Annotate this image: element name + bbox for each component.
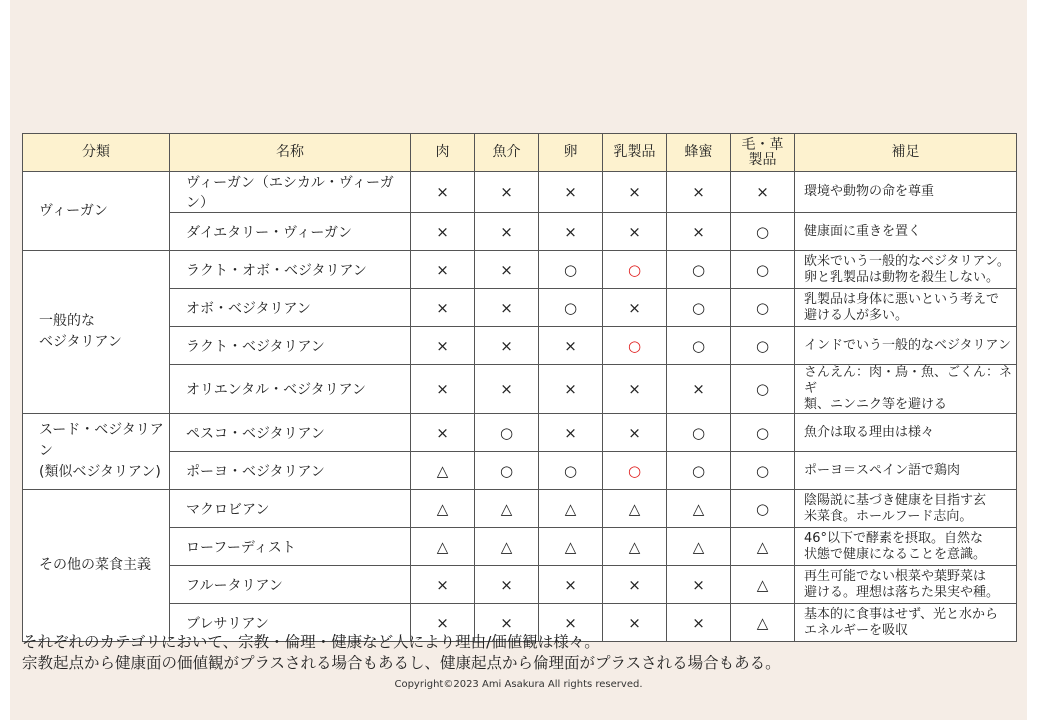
header-cell: 分類 [23, 134, 170, 172]
header-cell: 補足 [795, 134, 1017, 172]
mark-cell: × [603, 365, 667, 414]
mark-cell: × [411, 414, 475, 452]
mark-cell: △ [411, 490, 475, 528]
mark-cell: ○ [603, 327, 667, 365]
mark-cell: △ [539, 490, 603, 528]
table-row [23, 172, 1017, 213]
note-line: 魚介は取る理由は様々 [804, 424, 935, 440]
note-line: 類、ニンニク等を避ける [804, 397, 948, 412]
mark-cell: ○ [667, 452, 731, 490]
mark-cell: × [667, 566, 731, 604]
diet-name-cell: ローフーディスト [170, 528, 411, 566]
table-row [23, 365, 1017, 414]
note-line: 米菜食。ホールフード志向。 [804, 508, 973, 524]
table-row [23, 289, 1017, 327]
mark-cell: ○ [667, 414, 731, 452]
note-cell [795, 452, 1017, 490]
mark-cell: × [475, 213, 539, 251]
footer-notes [22, 632, 1022, 674]
mark-cell: × [539, 172, 603, 213]
note-line: 状態で健康になることを意識。 [804, 546, 987, 562]
mark-cell: △ [411, 452, 475, 490]
note-line: 再生可能でない根菜や葉野菜は [804, 568, 987, 584]
category-cell: スード・ベジタリアン (類似ベジタリアン) [23, 414, 170, 490]
header-cell: 蜂蜜 [667, 134, 731, 172]
note-cell [795, 414, 1017, 452]
mark-cell: × [411, 566, 475, 604]
mark-cell: × [539, 604, 603, 642]
mark-cell: × [539, 414, 603, 452]
note-line: 46°以下で酵素を摂取。自然な [804, 530, 984, 546]
mark-cell: △ [731, 566, 795, 604]
diet-name-cell: ポーヨ・ベジタリアン [170, 452, 411, 490]
mark-cell: × [667, 172, 731, 213]
mark-cell: × [475, 365, 539, 414]
mark-cell: ○ [539, 289, 603, 327]
mark-cell: × [603, 604, 667, 642]
header-cell: 名称 [170, 134, 411, 172]
note-line: 基本的に食事はせず、光と水から [804, 606, 998, 622]
mark-cell: ○ [603, 452, 667, 490]
mark-cell: × [475, 566, 539, 604]
category-cell: ヴィーガン [23, 172, 170, 251]
note-line: さんえん：肉・鳥・魚、ごくん：ネギ [804, 365, 1013, 396]
mark-cell: × [475, 289, 539, 327]
mark-cell: × [667, 604, 731, 642]
mark-cell: △ [667, 490, 731, 528]
table-row [23, 213, 1017, 251]
mark-cell: △ [475, 490, 539, 528]
copyright-text: Copyright©2023 Ami Asakura All rights reserved. [394, 679, 643, 690]
table-header-row [23, 134, 1017, 172]
mark-cell: × [411, 327, 475, 365]
mark-cell: △ [603, 490, 667, 528]
mark-cell: × [475, 604, 539, 642]
note-line: 避ける。理想は落ちた果実や種。 [804, 584, 1000, 600]
note-cell [795, 528, 1017, 566]
mark-cell: × [603, 289, 667, 327]
mark-cell: × [475, 327, 539, 365]
note-line: 避ける人が多い。 [804, 307, 909, 323]
mark-cell: ○ [731, 289, 795, 327]
mark-cell: △ [539, 528, 603, 566]
mark-cell: × [411, 604, 475, 642]
mark-cell: ○ [667, 251, 731, 289]
diet-name-cell: ヴィーガン（エシカル・ヴィーガン） [170, 172, 411, 213]
table-body [23, 172, 1017, 642]
header-cell: 乳製品 [603, 134, 667, 172]
category-cell: 一般的な ベジタリアン [23, 251, 170, 414]
note-cell [795, 289, 1017, 327]
note-line: 健康面に重きを置く [804, 223, 922, 239]
note-cell [795, 365, 1017, 414]
mark-cell: △ [411, 528, 475, 566]
note-cell [795, 213, 1017, 251]
mark-cell: × [603, 213, 667, 251]
header-cell: 魚介 [475, 134, 539, 172]
diet-name-cell: ブレサリアン [170, 604, 411, 642]
mark-cell: × [667, 213, 731, 251]
table-row [23, 490, 1017, 528]
mark-cell: × [603, 414, 667, 452]
diet-name-cell: オボ・ベジタリアン [170, 289, 411, 327]
note-line: エネルギーを吸収 [804, 622, 909, 638]
mark-cell: × [411, 213, 475, 251]
mark-cell: ○ [475, 414, 539, 452]
mark-cell: × [411, 172, 475, 213]
mark-cell: × [667, 365, 731, 414]
table-row [23, 414, 1017, 452]
mark-cell: ○ [731, 452, 795, 490]
diet-name-cell: ペスコ・ベジタリアン [170, 414, 411, 452]
header-cell: 毛・革 製品 [731, 134, 795, 172]
mark-cell: × [539, 566, 603, 604]
diet-name-cell: ラクト・ベジタリアン [170, 327, 411, 365]
mark-cell: ○ [731, 213, 795, 251]
mark-cell: × [411, 251, 475, 289]
note-cell [795, 251, 1017, 289]
note-line: インドでいう一般的なベジタリアン [804, 337, 1011, 353]
mark-cell: ○ [731, 414, 795, 452]
note-cell [795, 327, 1017, 365]
footer-note-line-2: 宗教起点から健康面の価値観がプラスされる場合もあるし、健康起点から倫理面がプラスされる場合もある。 [22, 654, 781, 672]
diet-name-cell: マクロビアン [170, 490, 411, 528]
mark-cell: ○ [731, 251, 795, 289]
mark-cell: × [411, 289, 475, 327]
note-cell [795, 566, 1017, 604]
mark-cell: × [603, 172, 667, 213]
mark-cell: ○ [731, 365, 795, 414]
header-cell: 肉 [411, 134, 475, 172]
mark-cell: ○ [667, 289, 731, 327]
table-row [23, 327, 1017, 365]
note-cell [795, 172, 1017, 213]
mark-cell: × [475, 251, 539, 289]
note-line: 乳製品は身体に悪いという考えで [804, 291, 1000, 307]
slide [10, 0, 1027, 720]
mark-cell: △ [667, 528, 731, 566]
table-row [23, 528, 1017, 566]
table-row [23, 566, 1017, 604]
mark-cell: ○ [731, 327, 795, 365]
note-line: ポーヨ＝スペイン語で鶏肉 [804, 462, 961, 478]
table-row [23, 452, 1017, 490]
mark-cell: × [539, 213, 603, 251]
mark-cell: × [731, 172, 795, 213]
mark-cell: △ [731, 604, 795, 642]
table-row [23, 251, 1017, 289]
footer-note-line-1: それぞれのカテゴリにおいて、宗教・倫理・健康など人により理由/価値観は様々。 [22, 633, 600, 651]
mark-cell: △ [475, 528, 539, 566]
mark-cell: ○ [539, 452, 603, 490]
mark-cell: × [603, 566, 667, 604]
mark-cell: ○ [603, 251, 667, 289]
note-line: 欧米でいう一般的なベジタリアン。 [804, 253, 1010, 269]
header-cell: 卵 [539, 134, 603, 172]
mark-cell: △ [731, 528, 795, 566]
diet-name-cell: オリエンタル・ベジタリアン [170, 365, 411, 414]
mark-cell: ○ [731, 490, 795, 528]
mark-cell: △ [603, 528, 667, 566]
mark-cell: ○ [667, 327, 731, 365]
mark-cell: ○ [539, 251, 603, 289]
mark-cell: ○ [475, 452, 539, 490]
mark-cell: × [539, 327, 603, 365]
mark-cell: × [411, 365, 475, 414]
note-line: 環境や動物の命を尊重 [804, 184, 935, 199]
diet-name-cell: ラクト・オボ・ベジタリアン [170, 251, 411, 289]
mark-cell: × [539, 365, 603, 414]
note-line: 卵と乳製品は動物を殺生しない。 [804, 269, 1000, 285]
note-line: 陰陽説に基づき健康を目指す玄 [804, 492, 987, 508]
note-cell [795, 490, 1017, 528]
mark-cell: × [475, 172, 539, 213]
category-cell: その他の菜食主義 [23, 490, 170, 642]
diet-name-cell: フルータリアン [170, 566, 411, 604]
diet-name-cell: ダイエタリー・ヴィーガン [170, 213, 411, 251]
vegetarian-types-table [22, 133, 1017, 642]
